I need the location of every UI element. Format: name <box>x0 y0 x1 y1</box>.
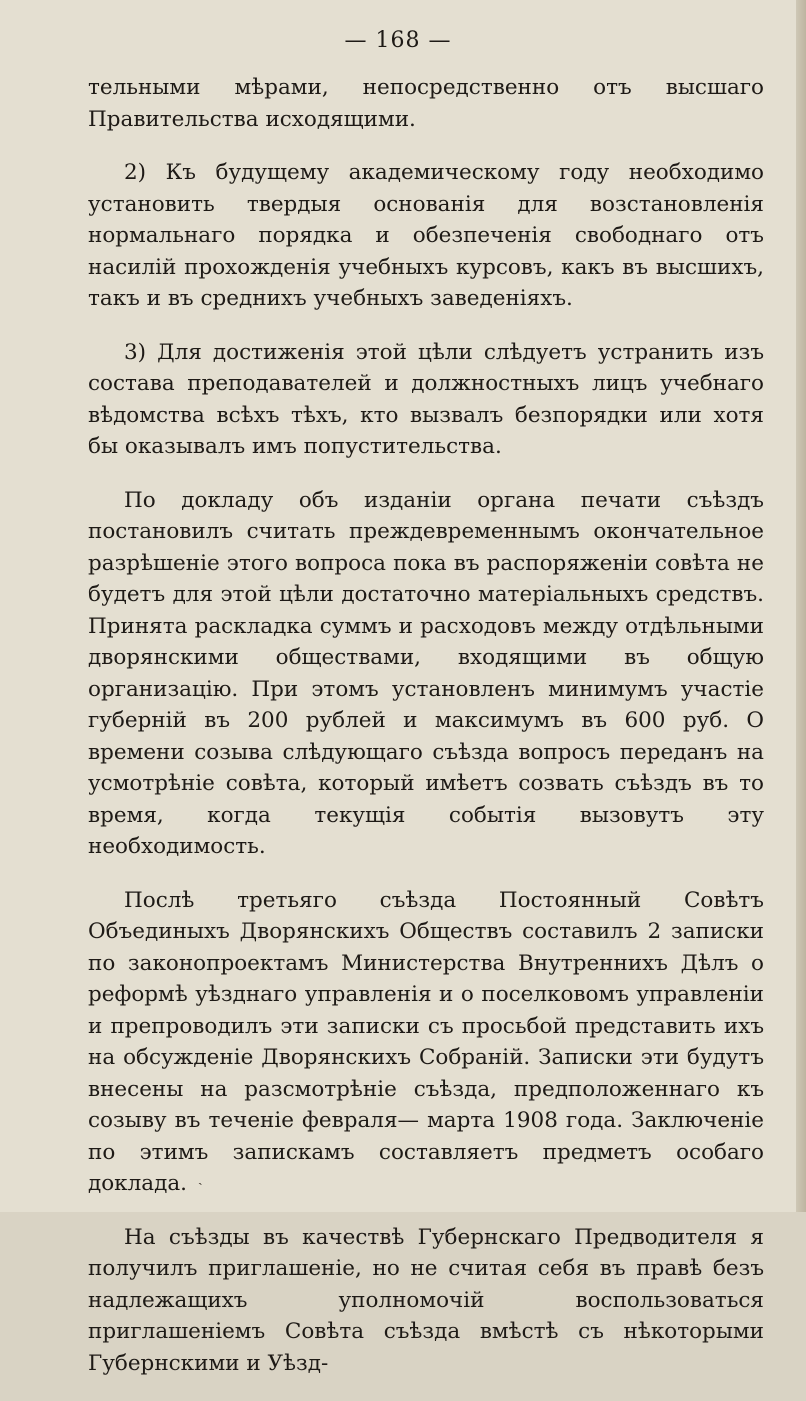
paragraph-point-3: 3) Для достиженія этой цѣли слѣдуетъ устранить изъ состава преподавателей и должностныхъ лицъ учебнаго вѣдомства всѣхъ тѣхъ, кто вызвалъ безпорядки или хотя бы оказывалъ имъ попустительства. <box>88 339 764 459</box>
page-number: — 168 — <box>344 28 452 53</box>
paragraph-press-organ: По докладу объ изданіи органа печати съѣздъ постановилъ считать преждевременнымъ окончательное разрѣшеніе этого вопроса пока въ распоряженіи совѣта не будетъ для этой цѣли достаточно матеріальныхъ средствъ. Принята раскладка суммъ и расходовъ между отдѣльными дворянскими обществами, входящими въ общую организацію. При этомъ установленъ минимумъ участіе губерній въ 200 рублей и максимумъ въ 600 руб. О времени созыва слѣдующаго съѣзда вопросъ переданъ на усмотрѣніе совѣта, который имѣетъ созвать съѣздъ въ то время, когда текущія событія вызовутъ эту необходимость. <box>88 487 764 859</box>
page-edge-shadow <box>796 0 806 1212</box>
paragraph-council-notes: Послѣ третьяго съѣзда Постоянный Совѣтъ Объединыхъ Дворянскихъ Обществъ составилъ 2 записки по законопроектамъ Министерства Внутреннихъ Дѣлъ о реформѣ уѣзднаго управленія и о поселковомъ управленіи и препроводилъ эти записки съ просьбой представить ихъ на обсужденіе Дворянскихъ Собраній. Записки эти будутъ внесены на разсмотрѣніе съѣзда, предположеннаго къ созыву въ теченіе февраля— марта 1908 года. Заключеніе по этимъ запискамъ составляетъ предметъ особаго доклада. <box>88 887 764 1196</box>
paragraph-point-2: 2) Къ будущему академическому году необходимо установить твердыя основанія для возстановленія нормальнаго порядка и обезпеченія свободнаго отъ насилій прохожденія учебныхъ курсовъ, какъ въ высшихъ, такъ и въ среднихъ учебныхъ заведеніяхъ. <box>88 160 764 311</box>
paragraph-continuation: тельными мѣрами, непосредственно отъ высшаго Правительства исходящими. <box>88 75 764 132</box>
body-text <box>88 72 764 1401</box>
paragraph-invitation: На съѣзды въ качествѣ Губернскаго Предводителя я получилъ приглашеніе, но не считая себя въ правѣ безъ надлежащихъ уполномочій воспользоваться приглашеніемъ Совѣта съѣзда вмѣстѣ съ нѣкоторыми Губернскими и Уѣзд- <box>88 1224 764 1376</box>
ink-speck: ˎ <box>198 1170 203 1186</box>
